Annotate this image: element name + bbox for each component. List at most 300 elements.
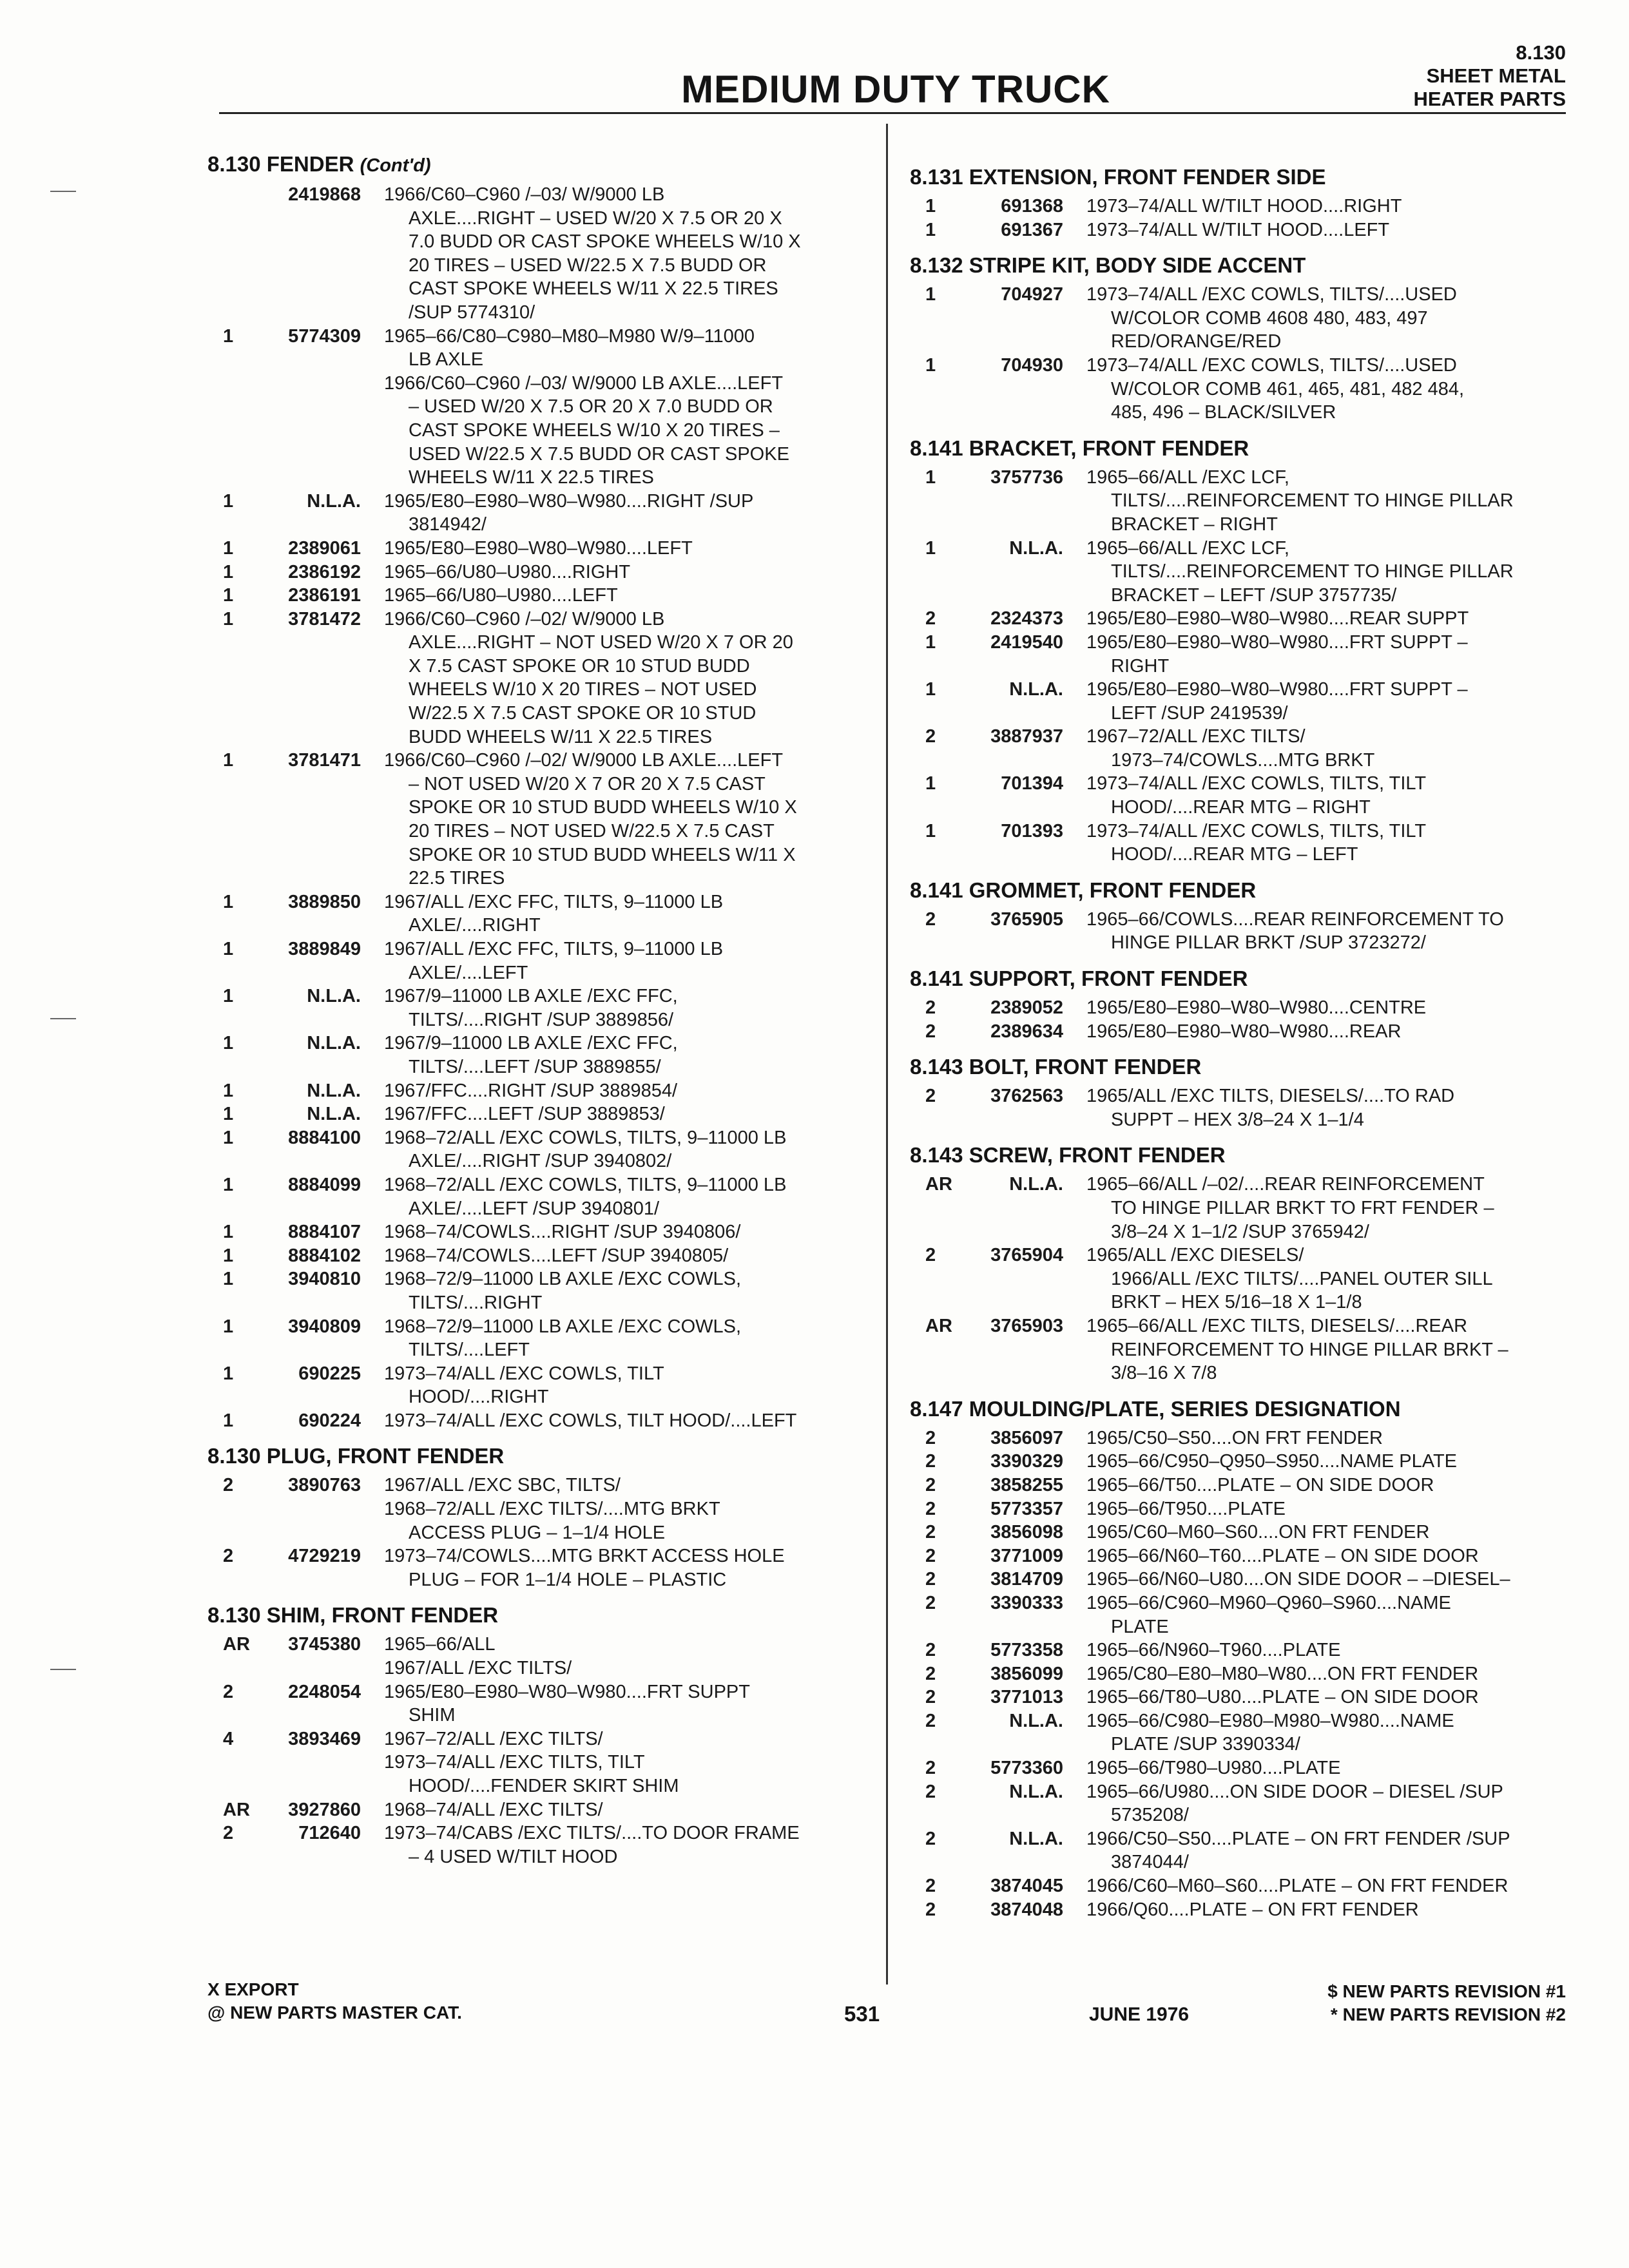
part-entry: [207, 1315, 878, 1362]
part-description: [361, 1126, 878, 1173]
part-entry: [207, 584, 878, 608]
part-entry: [910, 1709, 1574, 1756]
part-description: [1063, 908, 1574, 955]
quantity: 2: [925, 1245, 936, 1266]
description-line: 1965–66/U980....ON SIDE DOOR – DIESEL /SUP: [1086, 1781, 1503, 1802]
quantity: 1: [223, 1410, 234, 1431]
part-number: N.L.A.: [1009, 679, 1063, 700]
part-entry: [910, 1450, 1574, 1474]
part-entry: [207, 372, 878, 490]
part-description: [361, 1362, 878, 1409]
description-line: 1973–74/COWLS....MTG BRKT: [1111, 749, 1375, 771]
part-description: [361, 584, 878, 608]
part-number: 704930: [1001, 354, 1063, 376]
description-line: 22.5 TIRES: [409, 868, 505, 889]
part-entry: [207, 490, 878, 537]
part-number: N.L.A.: [1009, 537, 1063, 559]
description-line: 1965/E80–E980–W80–W980....FRT SUPPT –: [1086, 631, 1468, 653]
part-entry: [207, 1544, 878, 1591]
part-number: 3765905: [990, 908, 1063, 930]
description-line: 7.0 BUDD OR CAST SPOKE WHEELS W/10 X: [409, 231, 801, 253]
part-entry: [207, 1821, 878, 1869]
part-description: [361, 537, 878, 561]
description-line: BUDD WHEELS W/11 X 22.5 TIRES: [409, 726, 713, 747]
description-line: 1965/E80–E980–W80–W980....FRT SUPPT –: [1086, 679, 1468, 700]
part-number: 3390329: [990, 1451, 1063, 1472]
description-line: 1968–72/ALL /EXC COWLS, TILTS, 9–11000 LB: [384, 1174, 787, 1195]
description-line: HOOD/....FENDER SKIRT SHIM: [409, 1776, 679, 1796]
part-number: 3887937: [990, 726, 1063, 747]
description-line: AXLE....RIGHT – NOT USED W/20 X 7 OR 20: [409, 632, 793, 653]
section-gap: [207, 1432, 878, 1444]
part-number: 712640: [298, 1823, 361, 1844]
part-description: [1063, 996, 1574, 1020]
part-description: [1063, 1756, 1574, 1780]
part-entry: [207, 1727, 878, 1751]
quantity: 2: [925, 1522, 936, 1543]
page-title: MEDIUM DUTY TRUCK: [681, 68, 1110, 111]
part-description: [361, 325, 878, 372]
part-description: [1063, 1427, 1574, 1450]
part-entry: [207, 1362, 878, 1409]
description-line: USED W/22.5 X 7.5 BUDD OR CAST SPOKE: [409, 443, 789, 465]
description-line: 1965–66/T980–U980....PLATE: [1086, 1758, 1341, 1779]
description-line: 3814942/: [409, 514, 487, 535]
part-description: [1063, 1450, 1574, 1474]
description-line: 1965–66/T80–U80....PLATE – ON SIDE DOOR: [1086, 1687, 1479, 1708]
description-line: 1965–66/C80–C980–M80–M980 W/9–11000: [384, 325, 755, 347]
quantity: 2: [925, 1663, 936, 1684]
quantity: 1: [223, 891, 234, 912]
part-description: [361, 1633, 878, 1657]
description-line: 485, 496 – BLACK/SILVER: [1111, 402, 1336, 423]
part-description: [1063, 1084, 1574, 1131]
description-line: 1965/E80–E980–W80–W980....RIGHT /SUP: [384, 490, 754, 512]
quantity: 1: [223, 1127, 234, 1148]
part-number: N.L.A.: [1009, 1828, 1063, 1849]
section-number: 8.130: [1516, 41, 1566, 64]
part-entry: [207, 1657, 878, 1680]
description-line: 1965/E80–E980–W80–W980....CENTRE: [1086, 997, 1427, 1019]
part-entry: [910, 1084, 1574, 1131]
part-number: 2419540: [990, 631, 1063, 653]
part-entry: [910, 1497, 1574, 1521]
part-description: [361, 1315, 878, 1362]
section-heading-text: 8.141 SUPPORT, FRONT FENDER: [910, 966, 1248, 991]
part-entry: [207, 890, 878, 937]
part-description: [1063, 1686, 1574, 1709]
description-line: – 4 USED W/TILT HOOD: [409, 1846, 618, 1867]
quantity: 1: [925, 354, 936, 376]
quantity: 1: [223, 986, 234, 1007]
description-line: 1973–74/ALL W/TILT HOOD....RIGHT: [1086, 196, 1402, 216]
description-line: BRKT – HEX 5/16–18 X 1–1/8: [1111, 1292, 1362, 1313]
quantity: 1: [223, 1080, 234, 1101]
description-line: 1965/E80–E980–W80–W980....REAR SUPPT: [1086, 608, 1469, 629]
part-number: 3927860: [288, 1799, 361, 1820]
part-number: 701394: [1001, 773, 1063, 794]
description-line: PLATE /SUP 3390334/: [1111, 1734, 1300, 1755]
quantity: 1: [223, 1316, 234, 1337]
section-gap: [207, 1591, 878, 1603]
legend-export: X EXPORT: [207, 1979, 299, 1999]
description-line: 1965–66/C950–Q950–S950....NAME PLATE: [1086, 1451, 1458, 1472]
description-line: 1965–66/ALL /–02/....REAR REINFORCEMENT: [1086, 1174, 1485, 1195]
description-line: 1965–66/COWLS....REAR REINFORCEMENT TO: [1086, 908, 1504, 930]
quantity: 2: [223, 1823, 234, 1844]
part-entry: [910, 725, 1574, 772]
section-heading-text: 8.143 SCREW, FRONT FENDER: [910, 1143, 1226, 1168]
description-line: LB AXLE: [409, 349, 484, 370]
description-line: 1967/9–11000 LB AXLE /EXC FFC,: [384, 1033, 678, 1054]
part-number: N.L.A.: [307, 1080, 361, 1101]
part-description: [361, 1751, 878, 1798]
part-number: 3814709: [990, 1569, 1063, 1590]
part-number: 4729219: [288, 1546, 361, 1567]
part-entry: [910, 772, 1574, 819]
quantity: 1: [925, 466, 936, 488]
part-entry: [910, 607, 1574, 631]
quantity: 1: [925, 219, 936, 240]
part-entry: [910, 195, 1574, 218]
quantity: 2: [925, 1687, 936, 1708]
part-description: [361, 985, 878, 1032]
part-number: 3940809: [288, 1316, 361, 1337]
part-entry: [207, 183, 878, 325]
part-number: N.L.A.: [1009, 1781, 1063, 1802]
part-number: 2386192: [288, 561, 361, 582]
part-entry: [207, 1102, 878, 1126]
part-number: 3762563: [990, 1086, 1063, 1107]
description-line: W/COLOR COMB 4608 480, 483, 497: [1111, 307, 1428, 329]
quantity: 2: [925, 1086, 936, 1107]
part-number: N.L.A.: [307, 490, 361, 512]
description-line: AXLE/....LEFT /SUP 3940801/: [409, 1198, 660, 1219]
part-number: 691367: [1001, 219, 1063, 240]
part-number: [265, 1657, 361, 1680]
description-line: WHEELS W/10 X 20 TIRES – NOT USED: [409, 679, 757, 700]
section-heading: [207, 1444, 878, 1468]
part-number: 3890763: [288, 1475, 361, 1496]
part-description: [361, 183, 878, 325]
description-line: TILTS/....LEFT /SUP 3889855/: [409, 1056, 661, 1077]
description-line: 1973–74/ALL /EXC TILTS, TILT: [384, 1752, 645, 1773]
part-entry: [207, 937, 878, 985]
description-line: X 7.5 CAST SPOKE OR 10 STUD BUDD: [409, 655, 750, 677]
section-heading: [910, 165, 1574, 189]
quantity: 1: [223, 1363, 234, 1384]
section-heading-text: 8.130 PLUG, FRONT FENDER: [207, 1444, 505, 1468]
quantity: 2: [925, 1545, 936, 1566]
quantity: 4: [223, 1728, 234, 1749]
part-number: 3781472: [288, 608, 361, 629]
part-entry: [910, 1521, 1574, 1544]
legend-master-catalog: @ NEW PARTS MASTER CAT.: [207, 2003, 462, 2023]
description-line: 1965–66/T950....PLATE: [1086, 1498, 1286, 1519]
part-entry: [910, 283, 1574, 354]
section-heading-text: 8.130 FENDER: [207, 152, 354, 176]
part-description: [361, 372, 878, 490]
part-description: [1063, 537, 1574, 608]
part-description: [1063, 678, 1574, 725]
quantity: 2: [925, 1569, 936, 1590]
part-number: 3874048: [990, 1899, 1063, 1920]
part-number: 691368: [1001, 196, 1063, 216]
description-line: TO HINGE PILLAR BRKT TO FRT FENDER –: [1111, 1198, 1494, 1218]
quantity: 2: [925, 1427, 936, 1448]
part-number: N.L.A.: [307, 1033, 361, 1054]
description-line: 1965–66/ALL /EXC LCF,: [1086, 466, 1289, 488]
description-line: 1967/ALL /EXC FFC, TILTS, 9–11000 LB: [384, 939, 724, 959]
part-entry: [910, 820, 1574, 867]
part-number: 2248054: [288, 1681, 361, 1702]
description-line: 1965/ALL /EXC DIESELS/: [1086, 1245, 1304, 1266]
column-divider: [886, 124, 888, 1984]
description-line: 1973–74/ALL /EXC COWLS, TILT: [384, 1363, 664, 1384]
header-rule: [219, 112, 1566, 114]
quantity: 2: [925, 1828, 936, 1849]
section-heading: [910, 1397, 1574, 1421]
description-line: AXLE....RIGHT – USED W/20 X 7.5 OR 20 X: [409, 207, 782, 229]
section-gap: [910, 242, 1574, 253]
part-description: [1063, 1662, 1574, 1686]
quantity: 2: [925, 1710, 936, 1731]
quantity: 2: [925, 1640, 936, 1661]
part-description: [361, 1173, 878, 1220]
description-line: 20 TIRES – USED W/22.5 X 7.5 BUDD OR: [409, 255, 767, 276]
part-number: 5774309: [288, 325, 361, 347]
margin-mark: [50, 1669, 76, 1670]
part-description: [361, 1544, 878, 1591]
description-line: 1965–66/N60–U80....ON SIDE DOOR – –DIESEL–: [1086, 1569, 1510, 1590]
part-number: N.L.A.: [307, 986, 361, 1007]
description-line: 1965–66/C960–M960–Q960–S960....NAME: [1086, 1592, 1451, 1613]
section-heading: [910, 1055, 1574, 1079]
part-number: 701393: [1001, 820, 1063, 841]
quantity: 2: [925, 1451, 936, 1472]
description-line: 1966/C50–S50....PLATE – ON FRT FENDER /SUP: [1086, 1828, 1510, 1849]
part-number: 3390333: [990, 1592, 1063, 1613]
part-number: N.L.A.: [1009, 1710, 1063, 1731]
description-line: 1965–66/C980–E980–M980–W980....NAME: [1086, 1710, 1454, 1731]
part-number: [265, 1751, 361, 1798]
part-number: 3745380: [288, 1634, 361, 1655]
description-line: 1965/E80–E980–W80–W980....REAR: [1086, 1021, 1402, 1042]
part-description: [1063, 1173, 1574, 1244]
quantity: 1: [925, 537, 936, 559]
section-line-1: SHEET METAL: [1426, 64, 1566, 87]
quantity: 1: [223, 1269, 234, 1290]
part-number: 2419868: [288, 184, 361, 205]
section-gap: [910, 955, 1574, 966]
section-heading-text: 8.141 BRACKET, FRONT FENDER: [910, 436, 1249, 460]
description-line: 3874044/: [1111, 1852, 1189, 1873]
description-line: – NOT USED W/20 X 7 OR 20 X 7.5 CAST: [409, 773, 766, 794]
description-line: 1973–74/COWLS....MTG BRKT ACCESS HOLE: [384, 1546, 785, 1567]
part-entry: [207, 1474, 878, 1497]
part-description: [361, 749, 878, 890]
description-line: CAST SPOKE WHEELS W/11 X 22.5 TIRES: [409, 278, 778, 300]
description-line: 1966/C60–C960 /–03/ W/9000 LB AXLE....LEFT: [384, 372, 784, 394]
part-description: [361, 937, 878, 985]
quantity: 2: [925, 1899, 936, 1920]
part-description: [361, 1727, 878, 1751]
part-description: [1063, 1314, 1574, 1385]
quantity: 2: [925, 1498, 936, 1519]
part-entry: [207, 749, 878, 890]
description-line: 1967–72/ALL /EXC TILTS/: [1086, 726, 1306, 747]
description-line: 1966/C60–M60–S60....PLATE – ON FRT FENDER: [1086, 1876, 1509, 1897]
description-line: 1965/E80–E980–W80–W980....FRT SUPPT: [384, 1681, 750, 1702]
part-entry: [910, 1639, 1574, 1662]
description-line: 1973–74/ALL /EXC COWLS, TILTS, TILT: [1086, 773, 1427, 794]
description-line: 1966/C60–C960 /–02/ W/9000 LB AXLE....LEFT: [384, 750, 784, 771]
part-description: [361, 1220, 878, 1244]
part-entry: [207, 1220, 878, 1244]
description-line: 1973–74/ALL W/TILT HOOD....LEFT: [1086, 219, 1390, 240]
description-line: 1973–74/ALL /EXC COWLS, TILTS, TILT: [1086, 820, 1427, 841]
section-gap: [910, 1131, 1574, 1143]
part-number: 2389061: [288, 537, 361, 559]
description-line: CAST SPOKE WHEELS W/10 X 20 TIRES –: [409, 419, 780, 441]
part-description: [1063, 1591, 1574, 1639]
part-number: 3874045: [990, 1876, 1063, 1897]
part-description: [361, 1032, 878, 1079]
quantity: 1: [223, 490, 234, 512]
quantity: 2: [223, 1546, 234, 1567]
description-line: 1973–74/CABS /EXC TILTS/....TO DOOR FRAME: [384, 1823, 800, 1844]
description-line: 1965–66/U80–U980....RIGHT: [384, 561, 631, 582]
part-number: 704927: [1001, 284, 1063, 305]
part-number: 2324373: [990, 608, 1063, 629]
part-entry: [910, 1780, 1574, 1827]
description-line: 1968–72/9–11000 LB AXLE /EXC COWLS,: [384, 1316, 742, 1337]
section-gap: [910, 1385, 1574, 1397]
section-heading: [910, 966, 1574, 991]
description-line: TILTS/....REINFORCEMENT TO HINGE PILLAR: [1111, 490, 1514, 512]
description-line: 1968–74/COWLS....RIGHT /SUP 3940806/: [384, 1222, 741, 1243]
margin-mark: [50, 191, 76, 192]
revision-2: * NEW PARTS REVISION #2: [1330, 2004, 1566, 2024]
part-description: [361, 1244, 878, 1268]
description-line: HOOD/....REAR MTG – LEFT: [1111, 844, 1358, 865]
description-line: 1967/FFC....RIGHT /SUP 3889854/: [384, 1080, 678, 1101]
part-number: 8884100: [288, 1127, 361, 1148]
description-line: TILTS/....RIGHT: [409, 1292, 543, 1313]
description-line: AXLE/....LEFT: [409, 962, 528, 983]
description-line: HINGE PILLAR BRKT /SUP 3723272/: [1111, 932, 1426, 954]
description-line: REINFORCEMENT TO HINGE PILLAR BRKT –: [1111, 1339, 1509, 1360]
description-line: RED/ORANGE/RED: [1111, 331, 1282, 352]
part-entry: [207, 1751, 878, 1798]
part-description: [1063, 283, 1574, 354]
left-column: [207, 152, 878, 1869]
quantity: 1: [223, 1222, 234, 1243]
description-line: 1965/C50–S50....ON FRT FENDER: [1086, 1427, 1383, 1448]
part-description: [1063, 1780, 1574, 1827]
part-number: 2386191: [288, 585, 361, 606]
part-number: 3889850: [288, 891, 361, 912]
part-description: [361, 1102, 878, 1126]
quantity: [207, 372, 265, 490]
part-entry: [910, 1756, 1574, 1780]
description-line: 1965–66/N60–T60....PLATE – ON SIDE DOOR: [1086, 1545, 1479, 1566]
quantity: 2: [925, 608, 936, 629]
description-line: – USED W/20 X 7.5 OR 20 X 7.0 BUDD OR: [409, 396, 773, 418]
description-line: 1967/9–11000 LB AXLE /EXC FFC,: [384, 986, 678, 1007]
part-description: [1063, 218, 1574, 242]
description-line: 20 TIRES – NOT USED W/22.5 X 7.5 CAST: [409, 821, 775, 842]
part-number: 3889849: [288, 939, 361, 959]
part-number: 3893469: [288, 1728, 361, 1749]
section-heading: [910, 253, 1574, 278]
description-line: BRACKET – RIGHT: [1111, 514, 1278, 535]
quantity: 2: [925, 997, 936, 1019]
description-line: 1966/Q60....PLATE – ON FRT FENDER: [1086, 1899, 1419, 1920]
part-number: 5773357: [990, 1498, 1063, 1519]
part-number: 690224: [298, 1410, 361, 1431]
section-gap: [910, 425, 1574, 436]
quantity: AR: [223, 1634, 250, 1655]
description-line: 1965/C60–M60–S60....ON FRT FENDER: [1086, 1522, 1430, 1543]
part-number: 3765903: [990, 1315, 1063, 1336]
part-description: [1063, 607, 1574, 631]
description-line: W/22.5 X 7.5 CAST SPOKE OR 10 STUD: [409, 703, 757, 724]
part-description: [361, 1657, 878, 1680]
continued-note: (Cont'd): [360, 155, 431, 176]
footer-legend: [207, 1978, 462, 2024]
description-line: 1965–66/ALL: [384, 1634, 496, 1655]
part-entry: [207, 1032, 878, 1079]
part-number: 3858255: [990, 1474, 1063, 1495]
part-number: [265, 1497, 361, 1544]
part-entry: [207, 561, 878, 584]
quantity: 1: [223, 608, 234, 629]
description-line: 3/8–16 X 7/8: [1111, 1363, 1217, 1384]
description-line: 1967/ALL /EXC SBC, TILTS/: [384, 1475, 621, 1496]
description-line: 1965–66/U80–U980....LEFT: [384, 585, 618, 606]
part-number: 2389052: [990, 997, 1063, 1019]
description-line: TILTS/....LEFT: [409, 1340, 530, 1361]
part-entry: [910, 1686, 1574, 1709]
part-number: 3771009: [990, 1545, 1063, 1566]
part-entry: [910, 354, 1574, 425]
part-number: 8884102: [288, 1245, 361, 1266]
section-heading-text: 8.131 EXTENSION, FRONT FENDER SIDE: [910, 165, 1326, 189]
part-entry: [207, 1267, 878, 1314]
part-description: [1063, 1244, 1574, 1314]
part-number: 3781471: [288, 750, 361, 771]
quantity: 1: [223, 537, 234, 559]
quantity: 1: [223, 1033, 234, 1054]
description-line: 1965–66/T50....PLATE – ON SIDE DOOR: [1086, 1474, 1434, 1495]
description-line: 1967/FFC....LEFT /SUP 3889853/: [384, 1104, 665, 1125]
description-line: 1965–66/ALL /EXC TILTS, DIESELS/....REAR: [1086, 1315, 1468, 1336]
description-line: 1965/C80–E80–M80–W80....ON FRT FENDER: [1086, 1663, 1479, 1684]
description-line: W/COLOR COMB 461, 465, 481, 482 484,: [1111, 378, 1465, 399]
part-description: [1063, 195, 1574, 218]
part-description: [1063, 1639, 1574, 1662]
part-entry: [910, 1591, 1574, 1639]
part-number: 3765904: [990, 1245, 1063, 1266]
part-description: [361, 1079, 878, 1103]
description-line: 1968–72/ALL /EXC COWLS, TILTS, 9–11000 LB: [384, 1127, 787, 1148]
part-description: [1063, 1874, 1574, 1898]
description-line: SPOKE OR 10 STUD BUDD WHEELS W/11 X: [409, 844, 796, 865]
quantity: 2: [925, 1021, 936, 1042]
description-line: HOOD/....RIGHT: [409, 1387, 549, 1408]
part-entry: [207, 1126, 878, 1173]
